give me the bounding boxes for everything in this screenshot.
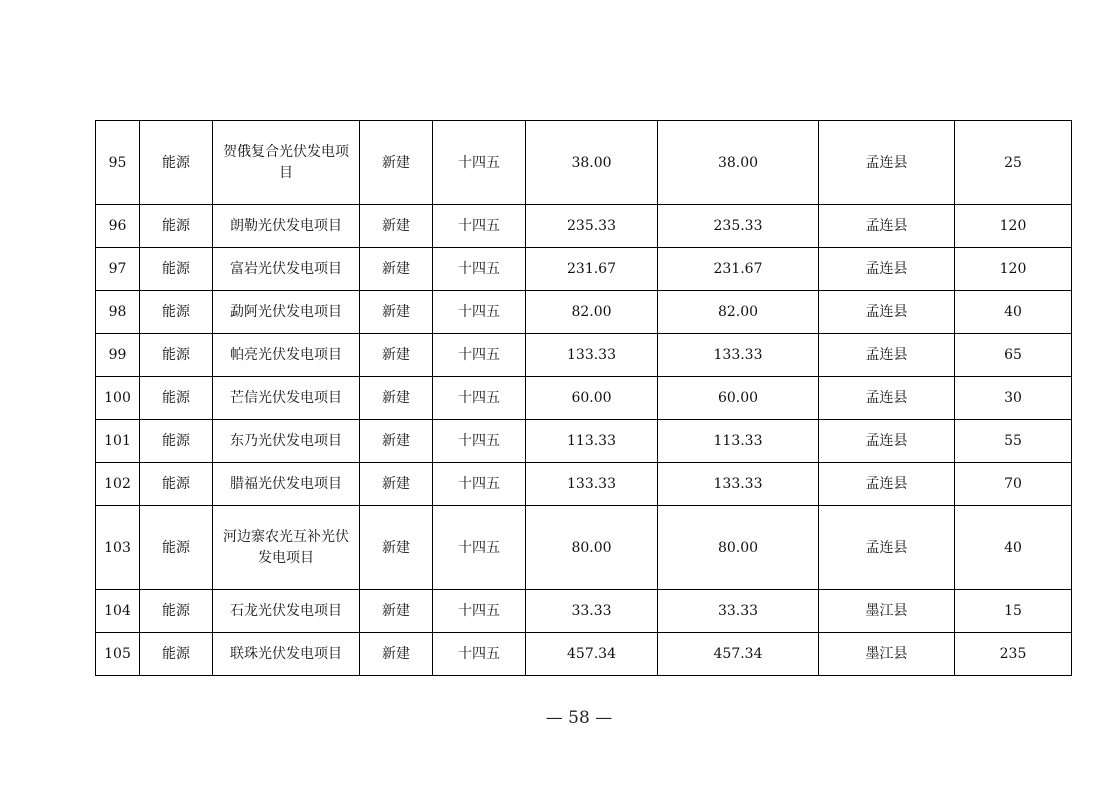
row-number-cell: 101 <box>96 420 140 463</box>
capacity-cell: 120 <box>955 205 1072 248</box>
total-investment-cell: 113.33 <box>526 420 658 463</box>
plan-period-cell: 十四五 <box>433 121 526 205</box>
capacity-cell: 40 <box>955 506 1072 590</box>
plan-period-cell: 十四五 <box>433 248 526 291</box>
location-cell: 孟连县 <box>819 506 955 590</box>
total-investment-cell: 80.00 <box>526 506 658 590</box>
planned-investment-cell: 80.00 <box>658 506 819 590</box>
construction-type-cell: 新建 <box>360 590 433 633</box>
construction-type-cell: 新建 <box>360 633 433 676</box>
plan-period-cell: 十四五 <box>433 377 526 420</box>
row-number-cell: 97 <box>96 248 140 291</box>
row-number-cell: 104 <box>96 590 140 633</box>
construction-type-cell: 新建 <box>360 205 433 248</box>
construction-type-cell: 新建 <box>360 506 433 590</box>
project-table <box>95 120 1072 676</box>
construction-type-cell: 新建 <box>360 121 433 205</box>
table-row <box>96 291 1072 334</box>
category-cell: 能源 <box>140 205 213 248</box>
plan-period-cell: 十四五 <box>433 291 526 334</box>
row-number-cell: 95 <box>96 121 140 205</box>
total-investment-cell: 133.33 <box>526 463 658 506</box>
project-name-cell: 贺俄复合光伏发电项目 <box>213 121 360 205</box>
planned-investment-cell: 82.00 <box>658 291 819 334</box>
location-cell: 孟连县 <box>819 248 955 291</box>
location-cell: 孟连县 <box>819 121 955 205</box>
project-name-cell: 腊福光伏发电项目 <box>213 463 360 506</box>
capacity-cell: 55 <box>955 420 1072 463</box>
construction-type-cell: 新建 <box>360 291 433 334</box>
capacity-cell: 235 <box>955 633 1072 676</box>
category-cell: 能源 <box>140 291 213 334</box>
row-number-cell: 100 <box>96 377 140 420</box>
category-cell: 能源 <box>140 334 213 377</box>
category-cell: 能源 <box>140 590 213 633</box>
location-cell: 孟连县 <box>819 463 955 506</box>
project-name-cell: 勐阿光伏发电项目 <box>213 291 360 334</box>
location-cell: 孟连县 <box>819 291 955 334</box>
capacity-cell: 65 <box>955 334 1072 377</box>
plan-period-cell: 十四五 <box>433 633 526 676</box>
table-row <box>96 590 1072 633</box>
capacity-cell: 120 <box>955 248 1072 291</box>
project-name-cell: 联珠光伏发电项目 <box>213 633 360 676</box>
project-name-cell: 河边寨农光互补光伏发电项目 <box>213 506 360 590</box>
planned-investment-cell: 231.67 <box>658 248 819 291</box>
table-row <box>96 633 1072 676</box>
project-name-cell: 朗勒光伏发电项目 <box>213 205 360 248</box>
planned-investment-cell: 38.00 <box>658 121 819 205</box>
total-investment-cell: 457.34 <box>526 633 658 676</box>
total-investment-cell: 82.00 <box>526 291 658 334</box>
row-number-cell: 98 <box>96 291 140 334</box>
total-investment-cell: 60.00 <box>526 377 658 420</box>
capacity-cell: 70 <box>955 463 1072 506</box>
location-cell: 孟连县 <box>819 334 955 377</box>
plan-period-cell: 十四五 <box>433 506 526 590</box>
row-number-cell: 99 <box>96 334 140 377</box>
total-investment-cell: 133.33 <box>526 334 658 377</box>
construction-type-cell: 新建 <box>360 248 433 291</box>
location-cell: 孟连县 <box>819 205 955 248</box>
project-name-cell: 帕亮光伏发电项目 <box>213 334 360 377</box>
row-number-cell: 105 <box>96 633 140 676</box>
row-number-cell: 103 <box>96 506 140 590</box>
planned-investment-cell: 60.00 <box>658 377 819 420</box>
plan-period-cell: 十四五 <box>433 463 526 506</box>
location-cell: 墨江县 <box>819 590 955 633</box>
category-cell: 能源 <box>140 463 213 506</box>
location-cell: 孟连县 <box>819 420 955 463</box>
category-cell: 能源 <box>140 121 213 205</box>
total-investment-cell: 231.67 <box>526 248 658 291</box>
table-row <box>96 506 1072 590</box>
table-row <box>96 205 1072 248</box>
planned-investment-cell: 113.33 <box>658 420 819 463</box>
category-cell: 能源 <box>140 506 213 590</box>
planned-investment-cell: 133.33 <box>658 334 819 377</box>
planned-investment-cell: 457.34 <box>658 633 819 676</box>
total-investment-cell: 33.33 <box>526 590 658 633</box>
planned-investment-cell: 133.33 <box>658 463 819 506</box>
table-row <box>96 121 1072 205</box>
total-investment-cell: 235.33 <box>526 205 658 248</box>
plan-period-cell: 十四五 <box>433 205 526 248</box>
capacity-cell: 15 <box>955 590 1072 633</box>
table-row <box>96 463 1072 506</box>
plan-period-cell: 十四五 <box>433 420 526 463</box>
category-cell: 能源 <box>140 633 213 676</box>
plan-period-cell: 十四五 <box>433 590 526 633</box>
construction-type-cell: 新建 <box>360 420 433 463</box>
total-investment-cell: 38.00 <box>526 121 658 205</box>
construction-type-cell: 新建 <box>360 334 433 377</box>
category-cell: 能源 <box>140 248 213 291</box>
table-body <box>96 121 1072 676</box>
table-row <box>96 334 1072 377</box>
project-name-cell: 富岩光伏发电项目 <box>213 248 360 291</box>
table-row <box>96 377 1072 420</box>
table-row <box>96 248 1072 291</box>
construction-type-cell: 新建 <box>360 463 433 506</box>
capacity-cell: 40 <box>955 291 1072 334</box>
page-number: — 58 — <box>545 708 613 728</box>
project-name-cell: 东乃光伏发电项目 <box>213 420 360 463</box>
row-number-cell: 102 <box>96 463 140 506</box>
construction-type-cell: 新建 <box>360 377 433 420</box>
planned-investment-cell: 33.33 <box>658 590 819 633</box>
capacity-cell: 25 <box>955 121 1072 205</box>
row-number-cell: 96 <box>96 205 140 248</box>
location-cell: 孟连县 <box>819 377 955 420</box>
capacity-cell: 30 <box>955 377 1072 420</box>
table-row <box>96 420 1072 463</box>
category-cell: 能源 <box>140 420 213 463</box>
category-cell: 能源 <box>140 377 213 420</box>
location-cell: 墨江县 <box>819 633 955 676</box>
planned-investment-cell: 235.33 <box>658 205 819 248</box>
project-name-cell: 芒信光伏发电项目 <box>213 377 360 420</box>
plan-period-cell: 十四五 <box>433 334 526 377</box>
project-name-cell: 石龙光伏发电项目 <box>213 590 360 633</box>
